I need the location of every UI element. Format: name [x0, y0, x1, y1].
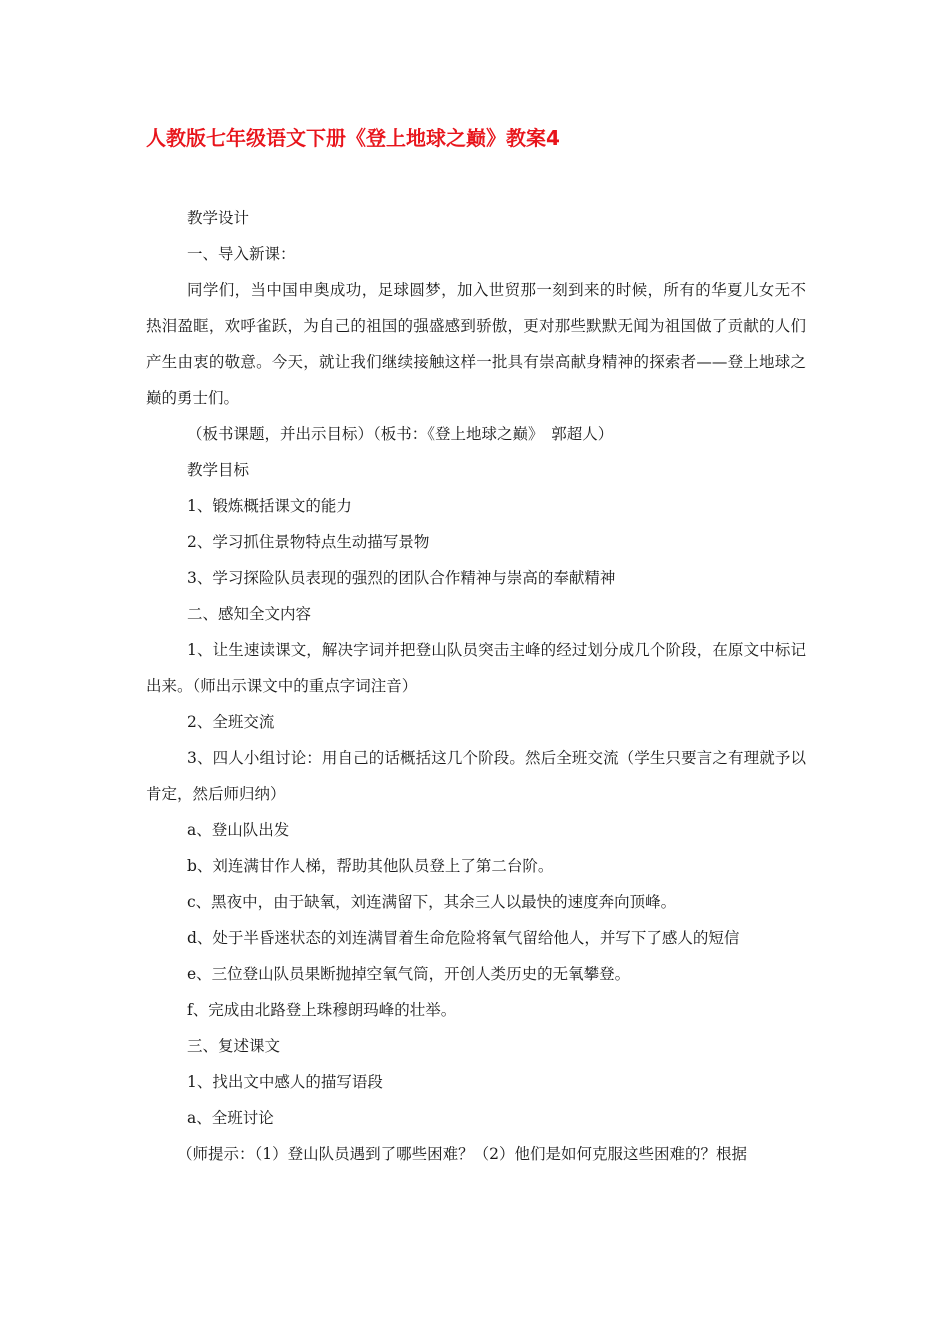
- paragraph: 同学们，当中国申奥成功，足球圆梦，加入世贸那一刻到来的时候，所有的华夏儿女无不热泪盈眶，欢呼雀跃，为自己的祖国的强盛感到骄傲，更对那些默默无闻为祖国做了贡献的人们产生由衷的敬意。今天，就让我们继续接触这样一批具有崇高献身精神的探索者——登上地球之巅的勇士们。: [146, 281, 806, 407]
- section-heading: 教学目标: [187, 461, 250, 479]
- list-item: 1、让生速读课文，解决字词并把登山队员突击主峰的经过划分成几个阶段，在原文中标记出来。（师出示课文中的重点字词注音）: [146, 641, 806, 695]
- list-item: f、完成由北路登上珠穆朗玛峰的壮举。: [187, 1001, 457, 1019]
- paragraph: （板书课题，并出示目标）（板书：《登上地球之巅》 郭超人）: [187, 425, 614, 443]
- list-item: c、黑夜中，由于缺氧，刘连满留下，其余三人以最快的速度奔向顶峰。: [187, 893, 677, 911]
- list-item: 3、学习探险队员表现的强烈的团队合作精神与崇高的奉献精神: [187, 569, 616, 587]
- list-item: e、三位登山队员果断抛掉空氧气筒，开创人类历史的无氧攀登。: [187, 965, 631, 983]
- document-title: 人教版七年级语文下册《登上地球之巅》教案4: [146, 126, 560, 150]
- list-item: 2、学习抓住景物特点生动描写景物: [187, 533, 430, 551]
- list-item: d、处于半昏迷状态的刘连满冒着生命危险将氧气留给他人，并写下了感人的短信: [187, 929, 740, 947]
- section-heading: 一、导入新课：: [187, 245, 296, 263]
- list-item: 3、四人小组讨论：用自己的话概括这几个阶段。然后全班交流（学生只要言之有理就予以肯定，然后师归纳）: [146, 749, 806, 803]
- section-heading: 三、复述课文: [187, 1037, 281, 1055]
- paragraph: （师提示：（1）登山队员遇到了哪些困难？（2）他们是如何克服这些困难的？根据: [177, 1145, 747, 1163]
- section-heading: 二、感知全文内容: [187, 605, 312, 623]
- list-item: a、登山队出发: [187, 821, 290, 839]
- list-item: 2、全班交流: [187, 713, 275, 731]
- document-body: [146, 200, 806, 1172]
- list-item: 1、锻炼概括课文的能力: [187, 497, 352, 515]
- list-item: b、刘连满甘作人梯，帮助其他队员登上了第二台阶。: [187, 857, 554, 875]
- section-heading: 教学设计: [187, 209, 250, 227]
- list-item: a、全班讨论: [187, 1109, 274, 1127]
- list-item: 1、找出文中感人的描写语段: [187, 1073, 383, 1091]
